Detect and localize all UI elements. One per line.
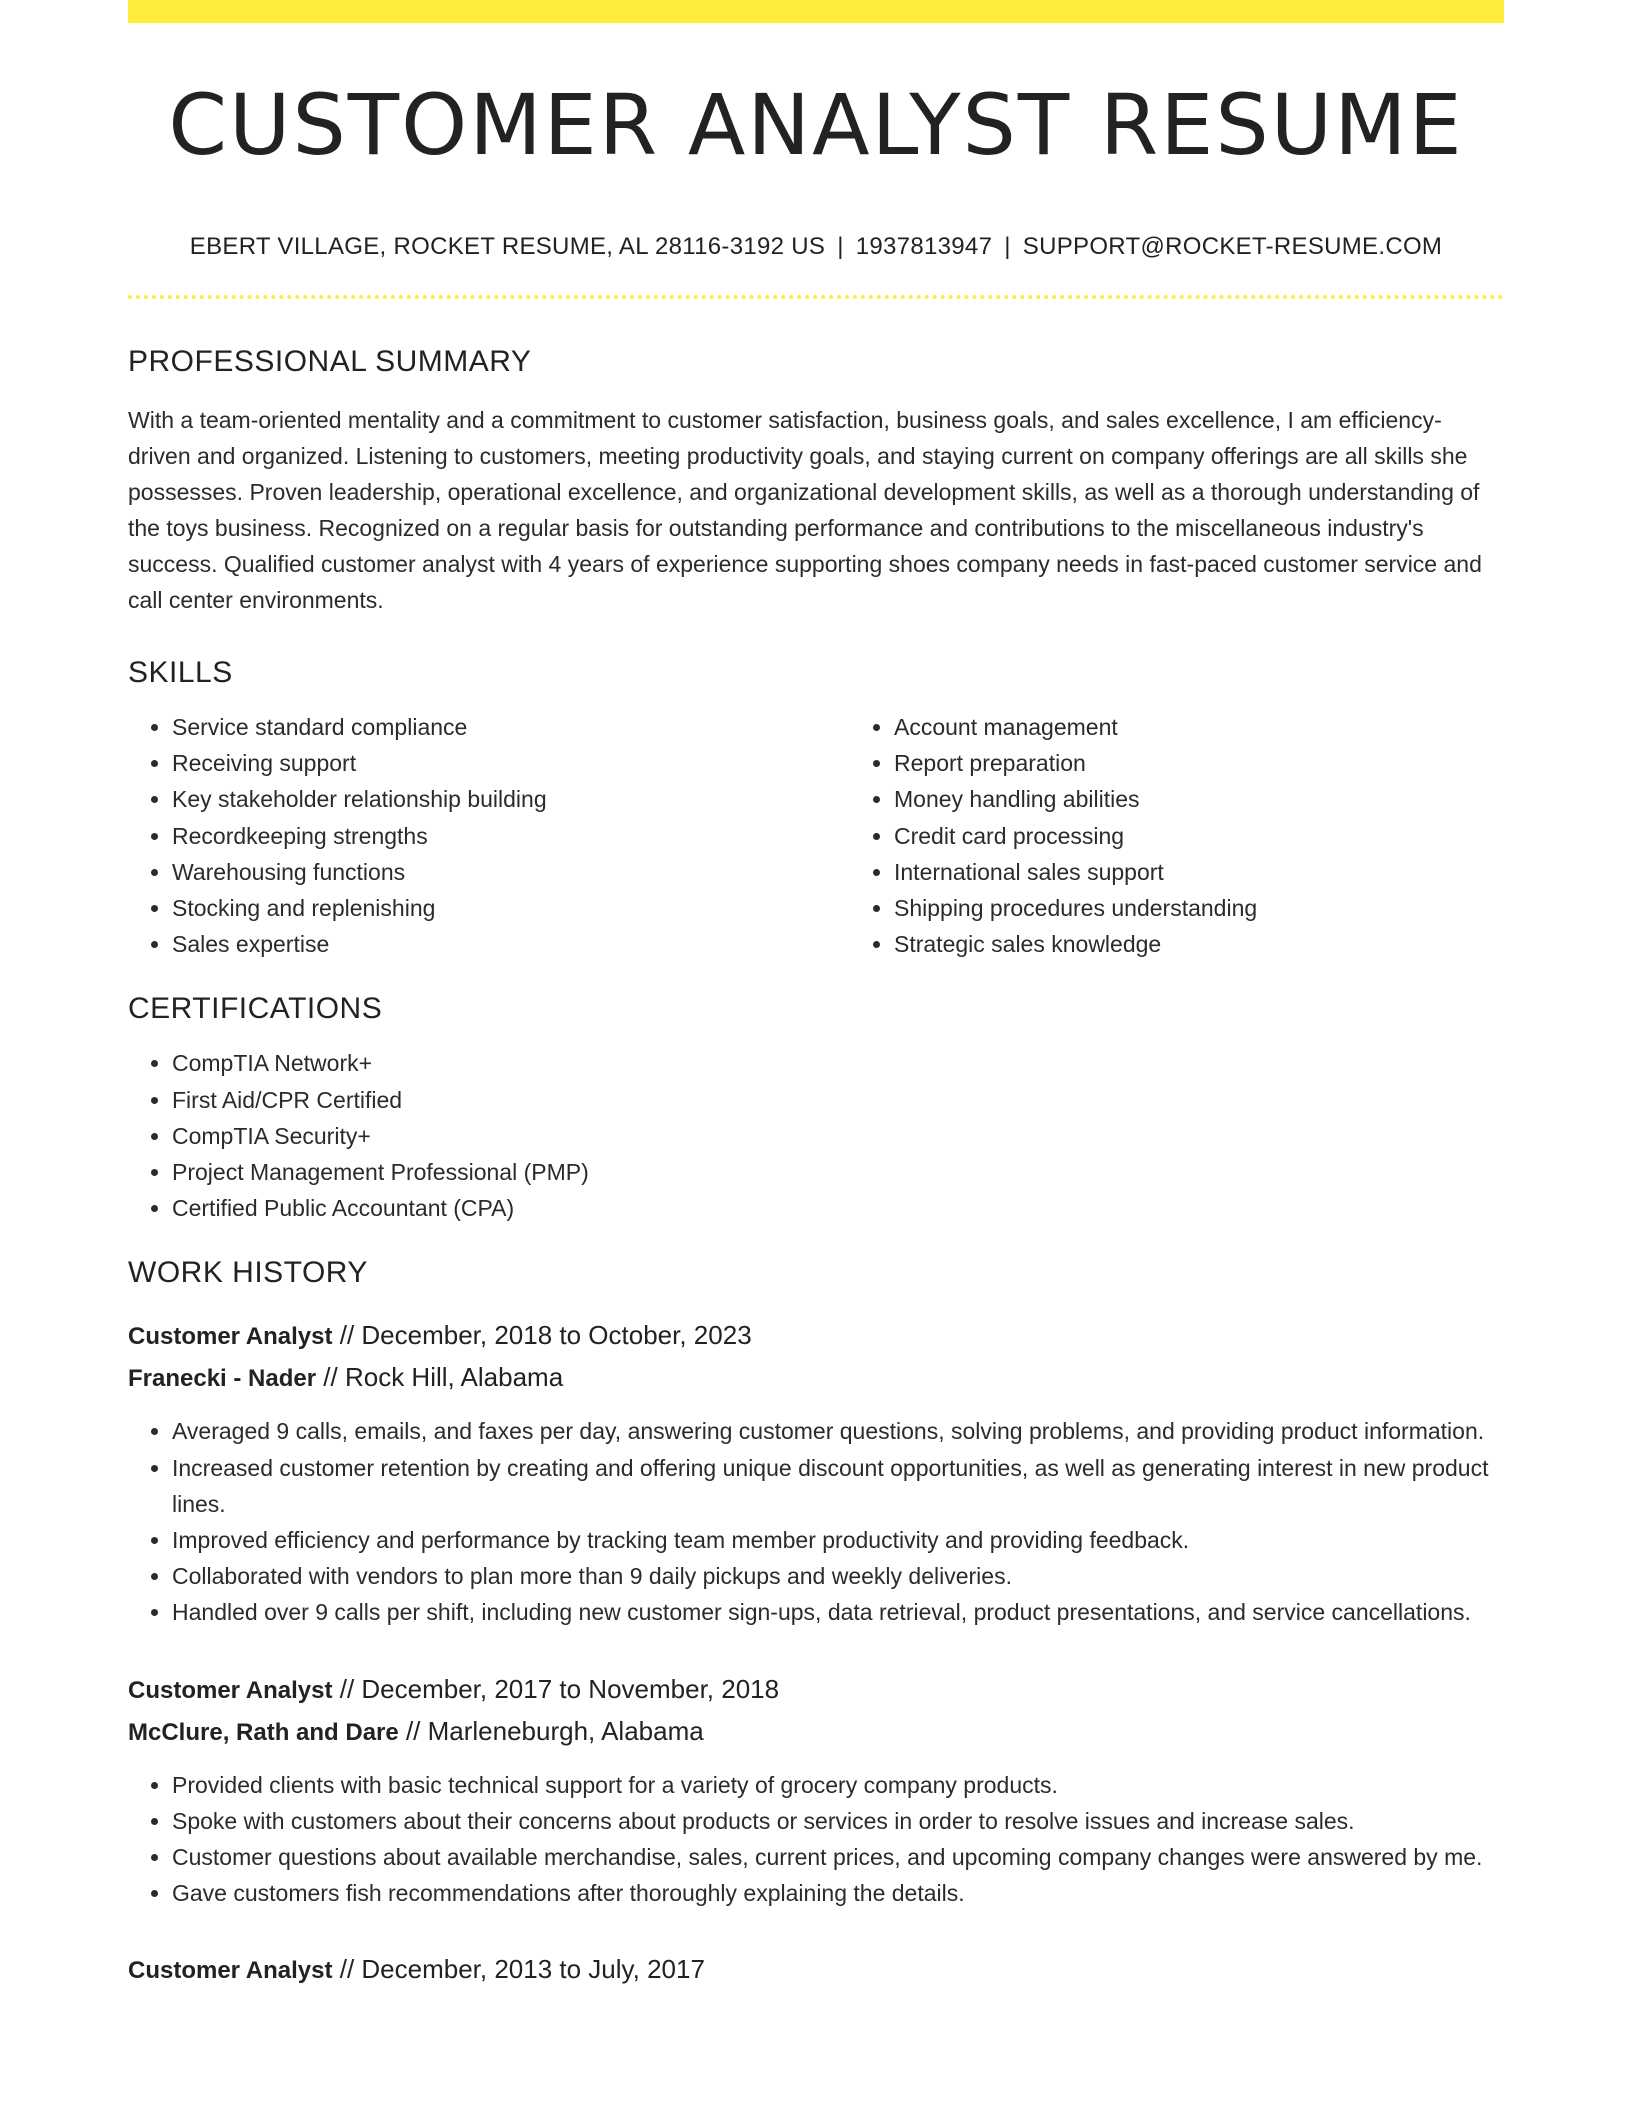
job-bullet: • Collaborated with vendors to plan more than 9 daily pickups and weekly deliveries.: [172, 1558, 1504, 1594]
skill-item: • Strategic sales knowledge: [894, 926, 1534, 962]
certification-item: • First Aid/CPR Certified: [172, 1082, 1504, 1118]
summary-text: With a team-oriented mentality and a commitment to customer satisfaction, business goals, and sales excellence, I am efficiency-driven and organized. Listening to customers, meeting productivity goals, and staying current on company offerings are all skills she possesses. Proven leadership, operational excellence, and organizational development skills, as well as a thorough understanding of the toys business. Recognized on a regular basis for outstanding performance and contributions to the miscellaneous industry's success. Qualified customer analyst with 4 years of experience supporting shoes company needs in fast-paced customer service and call center environments.: [128, 407, 1482, 613]
job-company: McClure, Rath and Dare: [128, 1718, 399, 1746]
job-entry: [128, 1949, 1504, 1991]
resume-page: [128, 0, 1504, 1991]
job-role-line: [128, 1949, 1504, 1991]
job-location: // Marleneburgh, Alabama: [398, 1715, 704, 1746]
job-entry: [128, 1315, 1504, 1630]
contact-separator: |: [837, 233, 844, 260]
job-company-line: [128, 1711, 1504, 1753]
contact-phone: 1937813947: [855, 233, 993, 260]
dotted-divider: [128, 295, 1504, 299]
job-header: [128, 1669, 1504, 1753]
job-bullet: • Spoke with customers about their concerns about products or services in order to resolve issues and increase sales.: [172, 1803, 1504, 1839]
accent-top-bar: [128, 0, 1504, 23]
skill-item: • Sales expertise: [172, 926, 850, 962]
job-entry: [128, 1669, 1504, 1912]
resume-title: CUSTOMER ANALYST RESUME: [168, 76, 1464, 174]
skill-item: • Warehousing functions: [172, 854, 850, 890]
job-header: [128, 1315, 1504, 1399]
job-bullets: [128, 1767, 1504, 1912]
skill-item: • Report preparation: [894, 745, 1534, 781]
job-role: Customer Analyst: [128, 1957, 333, 1985]
certification-item: • Project Management Professional (PMP): [172, 1154, 1504, 1190]
job-role: Customer Analyst: [128, 1676, 333, 1704]
job-dates: // December, 2017 to November, 2018: [332, 1673, 780, 1704]
certification-item: • Certified Public Accountant (CPA): [172, 1190, 1504, 1226]
job-company-line: [128, 1357, 1504, 1399]
job-location: // Rock Hill, Alabama: [316, 1362, 564, 1393]
skill-item: • Shipping procedures understanding: [894, 890, 1534, 926]
job-bullet: • Handled over 9 calls per shift, including new customer sign-ups, data retrieval, product presentations, and service cancellations.: [172, 1594, 1504, 1630]
job-bullet: • Averaged 9 calls, emails, and faxes per day, answering customer questions, solving problems, and providing product information.: [172, 1413, 1504, 1449]
job-company: Franecki - Nader: [128, 1365, 317, 1393]
skill-item: • Receiving support: [172, 745, 850, 781]
skill-item: • Account management: [894, 709, 1534, 745]
job-dates: // December, 2013 to July, 2017: [332, 1954, 705, 1985]
skill-item: • International sales support: [894, 854, 1534, 890]
job-dates: // December, 2018 to October, 2023: [332, 1320, 752, 1351]
skill-item: • Money handling abilities: [894, 781, 1534, 817]
job-role: Customer Analyst: [128, 1323, 333, 1351]
certification-item: • CompTIA Network+: [172, 1045, 1504, 1081]
certification-item: • CompTIA Security+: [172, 1118, 1504, 1154]
skills-heading: SKILLS: [128, 656, 233, 689]
skill-item: • Stocking and replenishing: [172, 890, 850, 926]
skills-columns: [128, 709, 1504, 962]
job-bullet: • Provided clients with basic technical support for a variety of grocery company products.: [172, 1767, 1504, 1803]
certifications-list: [128, 1045, 1504, 1226]
contact-email: SUPPORT@ROCKET-RESUME.COM: [1022, 233, 1443, 260]
skill-item: • Service standard compliance: [172, 709, 850, 745]
skill-item: • Recordkeeping strengths: [172, 818, 850, 854]
summary-heading: PROFESSIONAL SUMMARY: [128, 345, 532, 378]
job-role-line: [128, 1669, 1504, 1711]
contact-address: EBERT VILLAGE, ROCKET RESUME, AL 28116-3192 US: [189, 233, 826, 260]
certifications-heading: CERTIFICATIONS: [128, 992, 383, 1026]
job-bullet: • Improved efficiency and performance by tracking team member productivity and providing feedback.: [172, 1522, 1504, 1558]
work-history-heading: WORK HISTORY: [128, 1256, 368, 1290]
job-bullet: • Increased customer retention by creating and offering unique discount opportunities, as well as generating interest in new product lines.: [172, 1450, 1504, 1522]
job-bullet: • Customer questions about available merchandise, sales, current prices, and upcoming company changes were answered by me.: [172, 1839, 1504, 1875]
skill-item: • Credit card processing: [894, 818, 1534, 854]
skills-list-left: [128, 709, 850, 962]
job-header: [128, 1949, 1504, 1991]
skill-item: • Key stakeholder relationship building: [172, 781, 850, 817]
job-role-line: [128, 1315, 1504, 1357]
job-bullet: • Gave customers fish recommendations after thoroughly explaining the details.: [172, 1875, 1504, 1911]
contact-line: [128, 233, 1504, 261]
contact-separator: |: [1004, 233, 1011, 260]
job-bullets: [128, 1413, 1504, 1630]
skills-list-right: [850, 709, 1534, 962]
